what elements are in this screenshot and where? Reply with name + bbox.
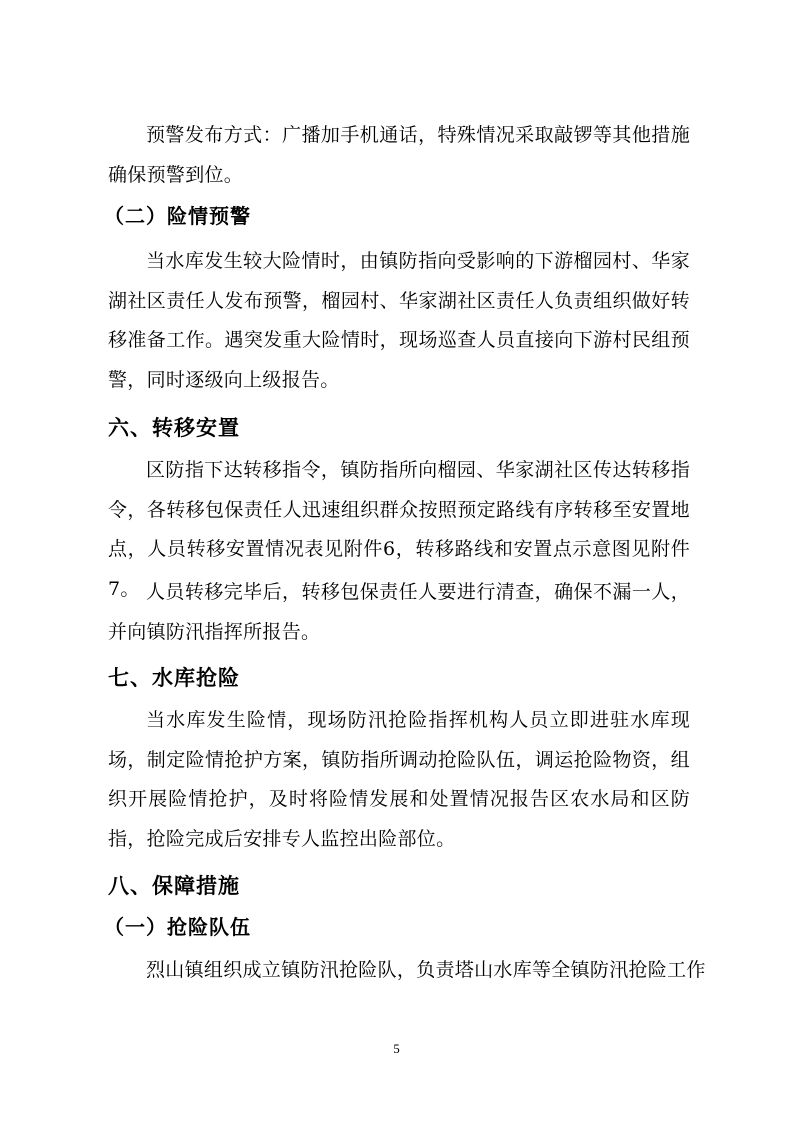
heading-safeguard-measures: 八、保障措施 — [108, 874, 240, 898]
paragraph-reservoir-rescue: 当水库发生险情，现场防汛抢险指挥机构人员立即进驻水库现场，制定险情抢护方案，镇防指所调动抢险队伍，调运抢险物资，组织开展险情抢护，及时将险情发展和处置情况报告区农水局和区防指，抢险完成后安排专人监控出险部位。 — [108, 709, 690, 850]
paragraph-danger-warning: 当水库发生较大险情时，由镇防指向受影响的下游榴园村、华家湖社区责任人发布预警，榴园村、华家湖社区责任人负责组织做好转移准备工作。遇突发重大险情时，现场巡查人员直接向下游村民组预警，同时逐级向上级报告。 — [108, 250, 690, 391]
paragraph-transfer-check: 人员转移完毕后，转移包保责任人要进行清查，确保不漏一人，并向镇防汛指挥所报告。 — [108, 581, 690, 643]
paragraph-rescue-team: 烈山镇组织成立镇防汛抢险队，负责塔山水库等全镇防汛抢险工作 — [146, 959, 706, 981]
heading-rescue-team: （一）抢险队伍 — [104, 915, 251, 939]
paragraph-transfer-order: 区防指下达转移指令，镇防指所向榴园、华家湖社区传达转移指令，各转移包保责任人迅速组织群众按照预定路线有序转移至安置地点，人员转移安置情况表见附件6，转移路线和安置点示意图见附件7。 — [108, 459, 690, 600]
heading-transfer-resettlement: 六、转移安置 — [108, 416, 240, 440]
page-number: 5 — [393, 1041, 400, 1056]
paragraph-warning-method: 预警发布方式：广播加手机通话，特殊情况采取敲锣等其他措施确保预警到位。 — [108, 124, 690, 186]
heading-danger-warning: （二）险情预警 — [104, 204, 251, 228]
heading-reservoir-rescue: 七、水库抢险 — [108, 666, 240, 690]
